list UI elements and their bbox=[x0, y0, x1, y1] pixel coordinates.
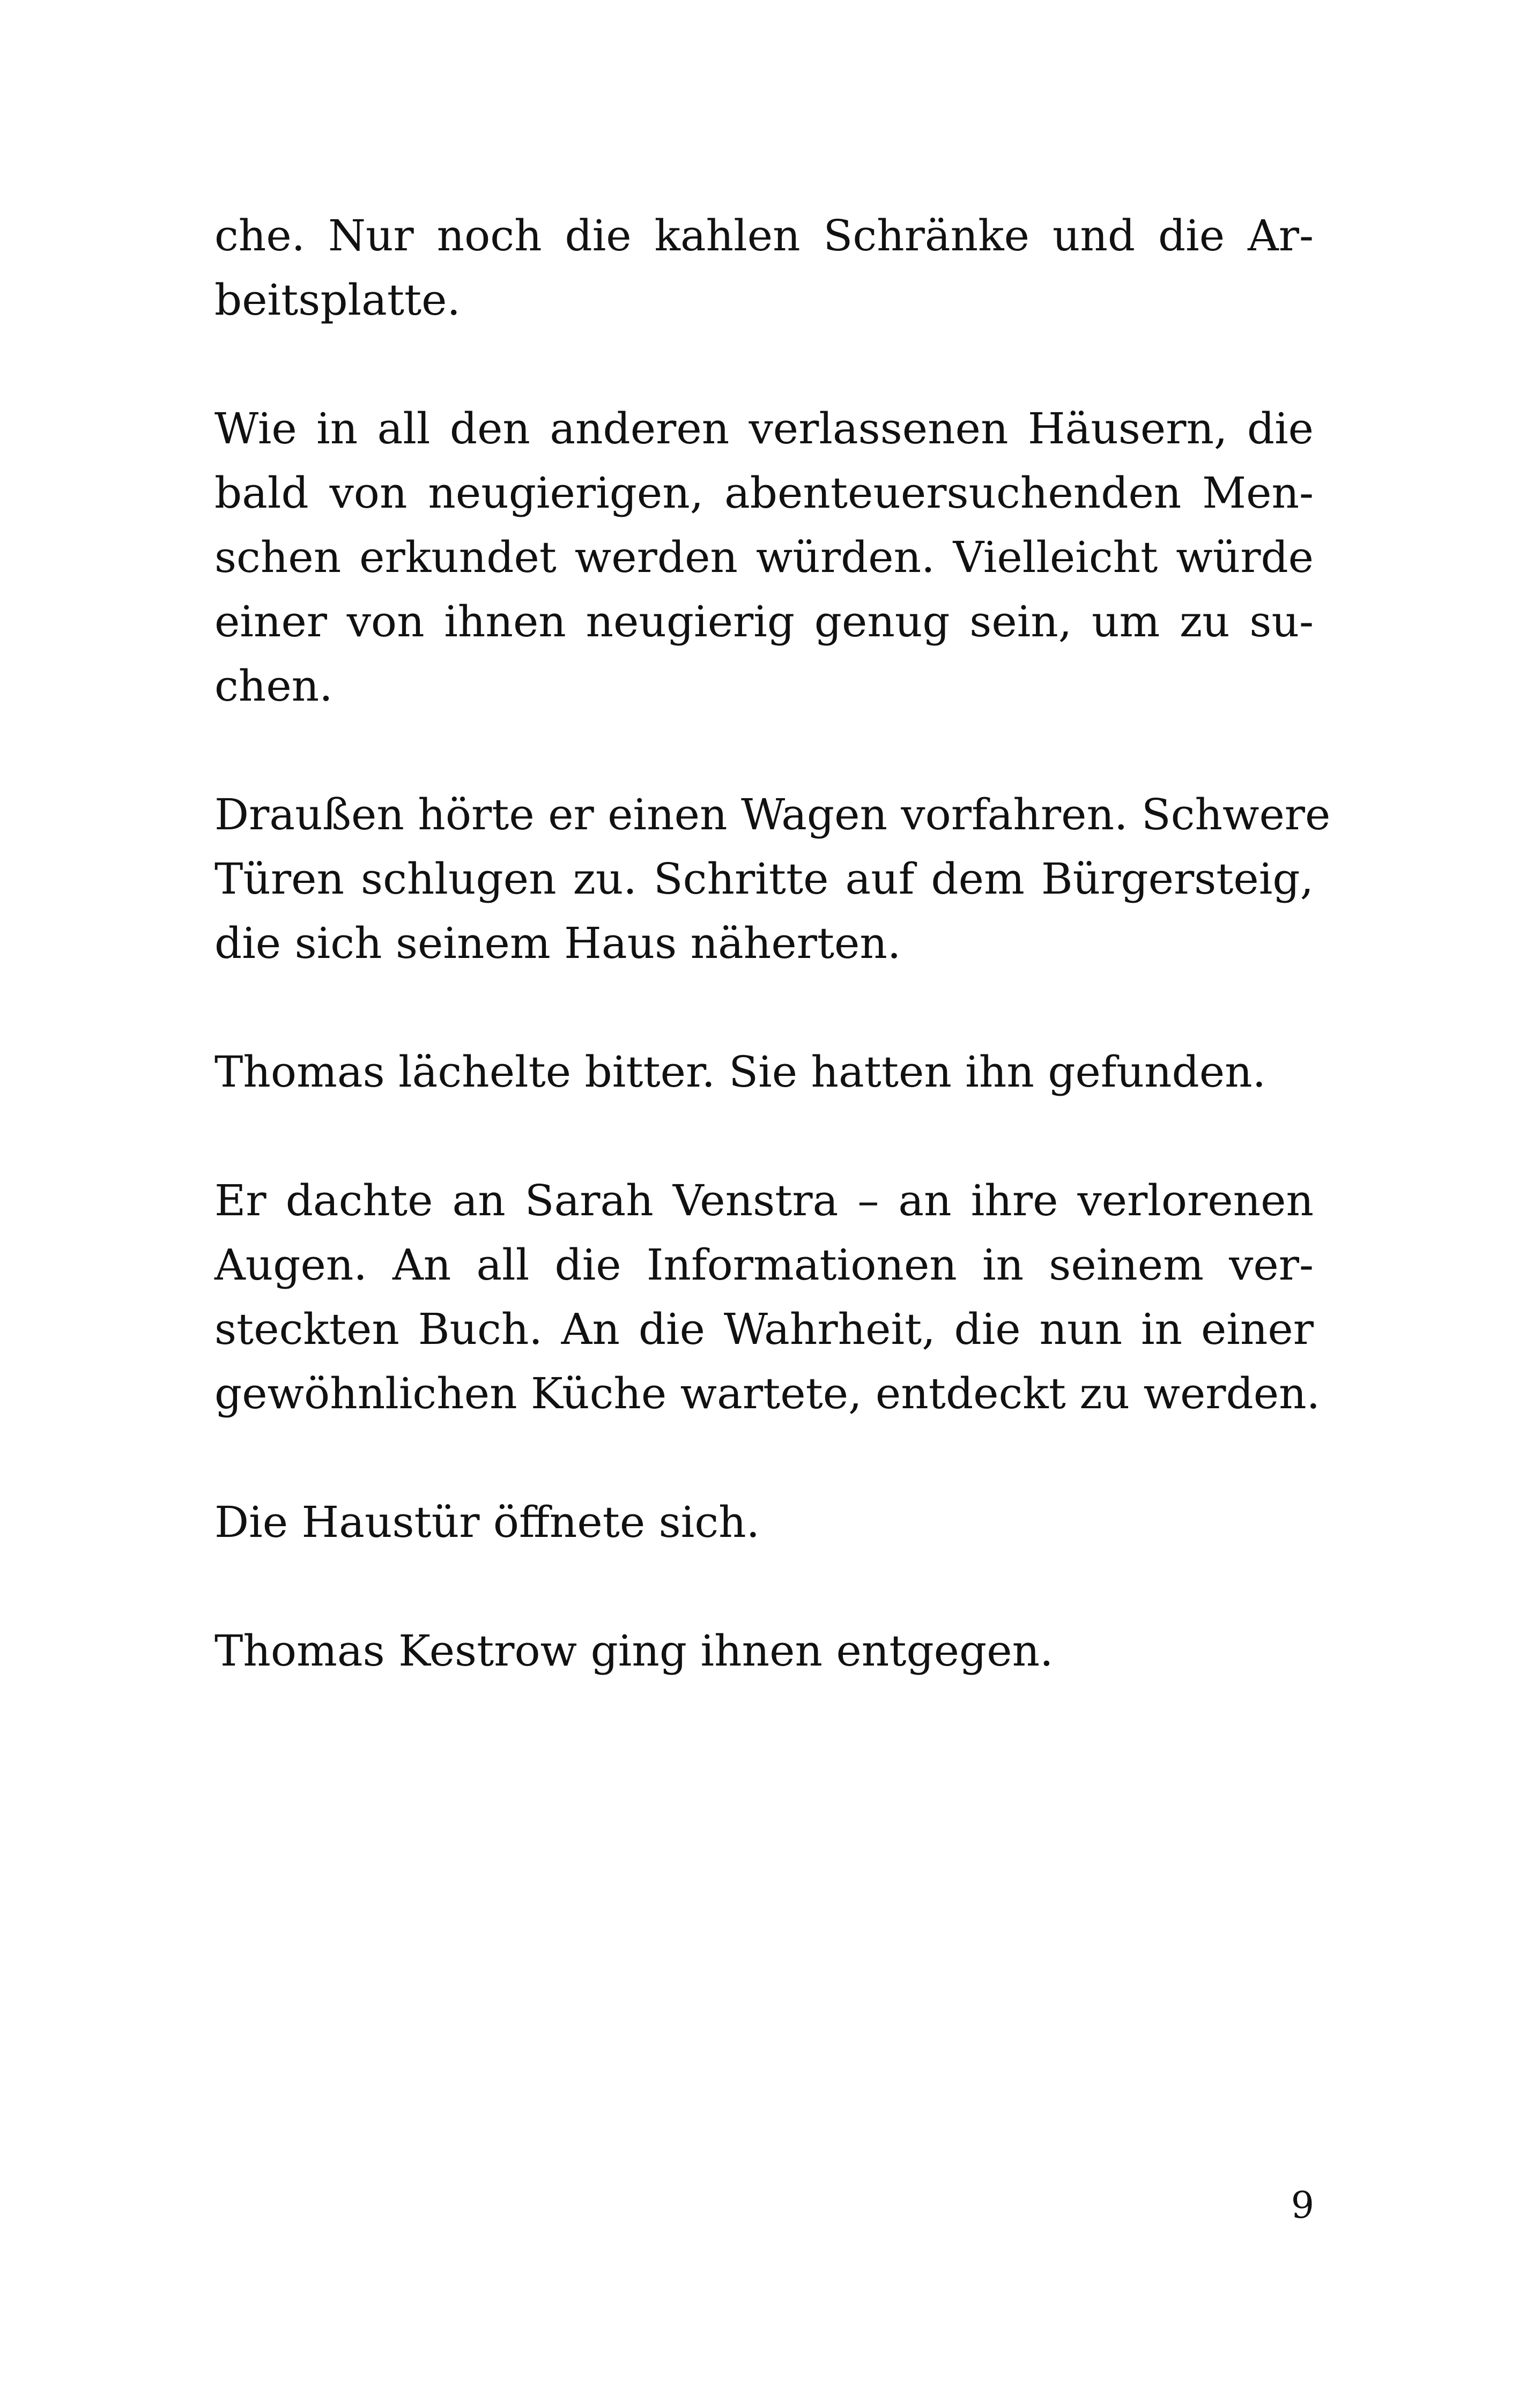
text-line: schen erkundet werden würden. Vielleicht würde bbox=[214, 532, 1314, 582]
paragraph-1 bbox=[214, 204, 1314, 332]
text-line: Die Haustür öffnete sich. bbox=[214, 1497, 760, 1547]
text-line: beitsplatte. bbox=[214, 275, 461, 325]
text-line: Thomas Kestrow ging ihnen entgegen. bbox=[214, 1626, 1054, 1676]
body-text bbox=[214, 204, 1331, 1748]
text-line: steckten Buch. An die Wahrheit, die nun in einer bbox=[214, 1304, 1314, 1354]
paragraph-3 bbox=[214, 783, 1331, 976]
paragraph-4 bbox=[214, 1040, 1314, 1104]
paragraph-7 bbox=[214, 1619, 1314, 1683]
text-line: Draußen hörte er einen Wagen vorfahren. Schwere bbox=[214, 790, 1331, 839]
paragraph-5 bbox=[214, 1169, 1321, 1426]
paragraph-2 bbox=[214, 397, 1314, 718]
text-line: Er dachte an Sarah Venstra – an ihre verlorenen bbox=[214, 1176, 1314, 1225]
text-line: Wie in all den anderen verlassenen Häusern, die bbox=[214, 404, 1314, 454]
text-line: che. Nur noch die kahlen Schränke und die Ar- bbox=[214, 211, 1314, 261]
text-line: chen. bbox=[214, 661, 333, 711]
text-line: bald von neugierigen, abenteuersuchenden Men- bbox=[214, 468, 1314, 518]
text-line: die sich seinem Haus näherten. bbox=[214, 918, 901, 968]
text-line: einer von ihnen neugierig genug sein, um zu su- bbox=[214, 597, 1314, 646]
text-line: Türen schlugen zu. Schritte auf dem Bürgersteig, bbox=[214, 854, 1314, 904]
paragraph-6 bbox=[214, 1490, 1314, 1555]
text-line: Augen. An all die Informationen in seinem ver- bbox=[214, 1240, 1314, 1290]
page-number: 9 bbox=[1291, 2184, 1314, 2227]
text-line: Thomas lächelte bitter. Sie hatten ihn gefunden. bbox=[214, 1047, 1266, 1097]
text-line: gewöhnlichen Küche wartete, entdeckt zu werden. bbox=[214, 1369, 1321, 1418]
